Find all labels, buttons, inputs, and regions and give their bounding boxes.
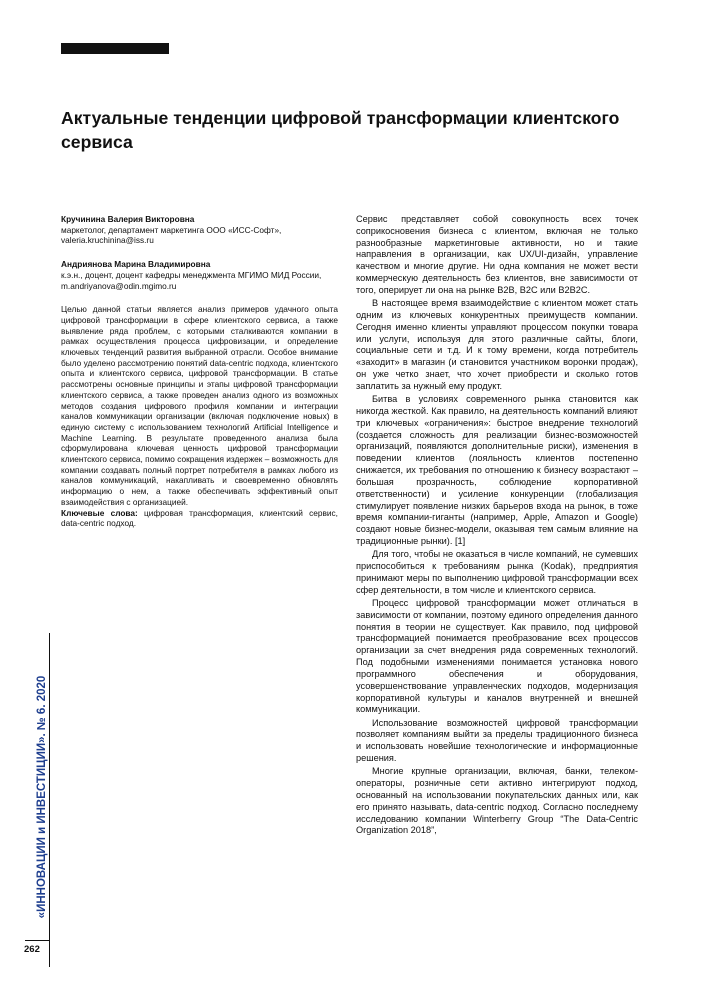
keywords — [61, 508, 338, 529]
keywords-label: Ключевые слова: — [61, 507, 138, 518]
author-1 — [61, 214, 338, 246]
body-paragraph: Процесс цифровой трансформации может отличаться в зависимости от компании, поэтому единого определения данного понятия в теории не существует. Как правило, под цифровой трансформацией понимается преобразование всех процессов организации за счет внедрения ряда современных технологий. Под подобными изменениями понимается установка нового программного обеспечения и оборудования, усовершенствование управленческих подходов, модернизация корпоративной культуры и каналов внутренней и внешней коммуникации. — [356, 598, 638, 715]
author-2 — [61, 259, 338, 291]
article-title: Актуальные тенденции цифровой трансформации клиентского сервиса — [61, 108, 620, 152]
body-paragraph: Битва в условиях современного рынка становится как никогда жесткой. Как правило, на деятельность компаний влияют три ключевых «ограничения»: быстрое внедрение технологий (создается сложность для реализации бизнес-возможностей организаций, появляются дополнительные риски), изменения в поведении клиентов (лояльность клиентов постепенно снижается, их требования по отношению к бизнесу возрастают – большая прозрачность, соблюдение корпоративной ответственности) и усиление конкуренции (глобализация стимулирует появление низких барьеров входа на рынок, в тоже время компании-гиганты (например, Apple, Amazon и Google) создают новые бизнес-модели, оказывая тем самым влияние на традиционные рынки). [1] — [356, 394, 638, 546]
author-affiliation: к.э.н., доцент, доцент кафедры менеджмента МГИМО МИД России, — [61, 269, 322, 280]
page-number: 262 — [24, 944, 40, 955]
abstract: Целью данной статьи является анализ примеров удачного опыта цифровой трансформации в сфере клиентского сервиса, а также выявление ряда проблем, с которыми сталкиваются компании в рамках осуществления процесса цифровизации, и определение ключевых тенденций развития выбранной отрасли. Особое внимание было уделено рассмотрению понятий data-centric подхода, клиентского опыта и клиентского сервиса, цифровой трансформации. В статье рассмотрены основные принципы и этапы цифровой трансформации клиентского сервиса, а также проведен анализ одного из возможных методов создания цифрового профиля компании и интеграции каналов коммуникации организации (включая подключение новых) в единую систему с использованием технологий Artificial Intelligence и Machine Learning. В результате проведенного анализа была сформулирована ключевая ценность цифровой трансформации клиентского сервиса, помимо сокращения издержек – возможность для компании создавать полный портрет потребителя в рамках любого из каналов коммуникаций, накапливать и своевременно обновлять информацию о нем, а также обеспечивать эффективный опыт взаимодействия с организацией. — [61, 304, 338, 507]
left-column — [61, 214, 338, 529]
keywords-text: цифровая трансформация, клиентский сервис, data-centric подход. — [61, 507, 338, 529]
body-paragraph: Использование возможностей цифровой трансформации позволяет компаниям выйти за пределы традиционного бизнеса и использовать новейшие технологические и информационные решения. — [356, 717, 638, 764]
body-paragraph: Сервис представляет собой совокупность всех точек соприкосновения бизнеса с клиентом, включая не только разнообразные маркетинговые активности, но и такие направления в организации, как UX/UI-дизайн, управление качеством и многие другие. Ни одна компания не может вести коммерческую деятельность без клиентов, вне зависимости от того, оперирует ли она на рынке B2B, B2C или B2B2C. — [356, 214, 638, 295]
header-bar — [61, 43, 169, 54]
author-email: m.andriyanova@odin.mgimo.ru — [61, 280, 177, 291]
body-column — [356, 214, 638, 839]
page-number-rule — [25, 940, 50, 941]
body-paragraph: Для того, чтобы не оказаться в числе компаний, не сумевших приспособиться к требованиям рынка (Kodak), предприятия принимают меры по выполнению цифровой трансформации всех сфер деятельности, в том числе и клиентского сервиса. — [356, 549, 638, 595]
author-name: Андриянова Марина Владимировна — [61, 259, 211, 270]
body-paragraph: Многие крупные организации, включая, банки, телеком-операторы, розничные сети активно интегрируют подход, основанный на использовании покупательских данных или, как его принято называть, data-centric подход. Согласно последнему исследованию компании Winterberry Group “The Data-Centric Organization 2018”, — [356, 766, 638, 836]
author-affiliation: маркетолог, департамент маркетинга ООО «ИСС-Софт», — [61, 224, 282, 235]
margin-rule — [49, 633, 50, 967]
author-name: Кручинина Валерия Викторовна — [61, 214, 195, 224]
body-paragraph: В настоящее время взаимодействие с клиентом может стать одним из ключевых конкурентных преимуществ компании. Сегодня именно клиенты управляют процессом покупки товара или услуги, используя для этого различные сайты, блоги, социальные сети и т.д. И к тому времени, когда потребитель «заходит» в магазин (и становится участником воронки продаж), он уже четко знает, что хочет приобрести и сколько готов заплатить за нужный ему продукт. — [356, 298, 638, 391]
author-email: valeria.kruchinina@iss.ru — [61, 235, 154, 246]
journal-name: «ИННОВАЦИИ и ИНВЕСТИЦИИ». № 6. 2020 — [36, 675, 48, 919]
